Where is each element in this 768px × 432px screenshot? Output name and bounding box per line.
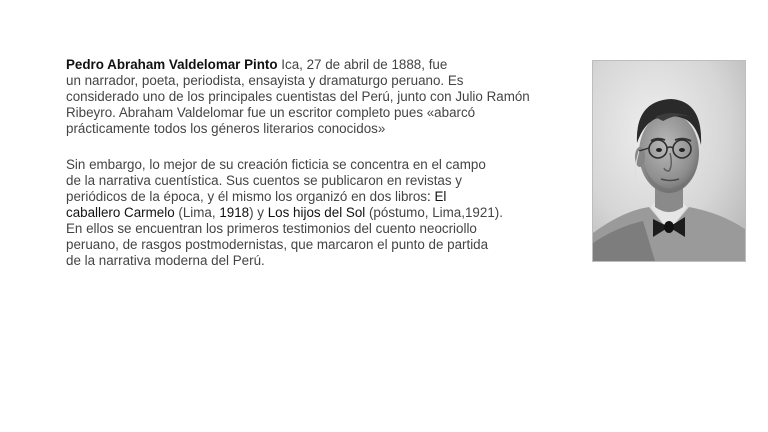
paragraph-line: Sin embargo, lo mejor de su creación ficticia se concentra en el campo	[66, 157, 486, 172]
paragraph-line: peruano, de rasgos postmodernistas, que marcaron el punto de partida	[66, 237, 489, 252]
paragraph-text: (póstumo, Lima,1921).	[365, 205, 503, 220]
publication-year: 1918	[219, 205, 250, 220]
paragraph-line: En ellos se encuentran los primeros testimonios del cuento neocriollo	[66, 221, 477, 236]
paragraph-line	[66, 57, 576, 73]
author-name: Pedro Abraham Valdelomar Pinto	[66, 57, 278, 72]
paragraph-line: considerado uno de los principales cuentistas del Perú, junto con Julio Ramón	[66, 89, 530, 104]
paragraph-line: de la narrativa cuentística. Sus cuentos se publicaron en revistas y	[66, 173, 462, 188]
paragraph-text: periódicos de la época, y él mismo los organizó en dos libros	[66, 189, 427, 204]
paragraph-text: (Lima,	[174, 205, 220, 220]
paragraph-text: ) y	[249, 205, 268, 220]
portrait-image	[593, 61, 745, 261]
paragraph-line: prácticamente todos los géneros literarios conocidos»	[66, 121, 386, 136]
paragraph-text: : El	[427, 189, 447, 204]
biography-paragraph	[66, 57, 576, 137]
book-title-caballero-carmelo: caballero Carmelo	[66, 205, 175, 220]
author-portrait	[592, 60, 746, 262]
paragraph-line	[66, 205, 576, 221]
paragraph-line	[66, 189, 576, 205]
paragraph-line: Ribeyro. Abraham Valdelomar fue un escritor completo pues «abarcó	[66, 105, 476, 120]
birth-info: Ica, 27 de abril de 1888, fue	[277, 57, 448, 72]
book-title-los-hijos-del-sol: Los hijos del Sol	[267, 205, 366, 220]
paragraph-line: de la narrativa moderna del Perú.	[66, 253, 265, 268]
works-paragraph	[66, 157, 576, 269]
paragraph-line: un narrador, poeta, periodista, ensayista y dramaturgo peruano. Es	[66, 73, 464, 88]
